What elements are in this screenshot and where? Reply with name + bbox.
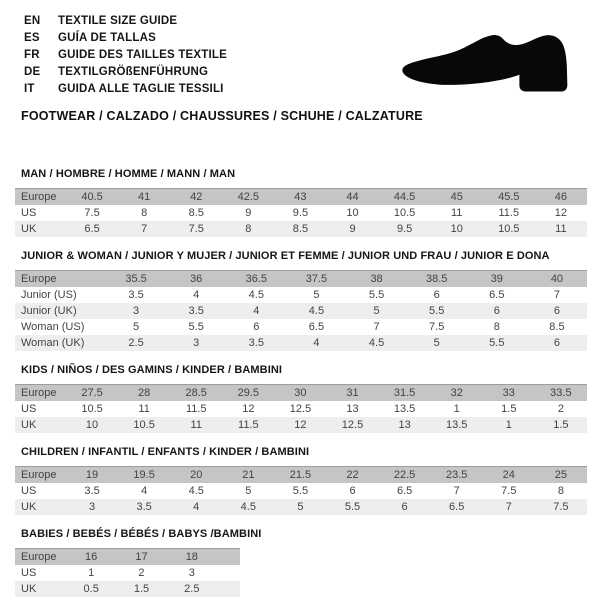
size-cell: 6 [553, 337, 560, 349]
size-table [15, 528, 587, 597]
size-cell: 29.5 [237, 387, 260, 399]
size-cell: 23.5 [445, 469, 468, 481]
table-row [15, 319, 587, 335]
size-cell: 7.5 [429, 321, 445, 333]
dress-shoe-icon [400, 33, 572, 94]
size-cell: 27.5 [81, 387, 103, 399]
size-cell: 8 [557, 485, 564, 497]
size-cell: 28 [138, 387, 151, 399]
size-cell: 18 [185, 551, 198, 563]
size-cell: 3.5 [136, 501, 152, 513]
language-label: GUIDA ALLE TAGLIE TESSILI [58, 83, 224, 95]
header-row [15, 548, 240, 565]
size-cell: 36 [190, 273, 203, 285]
size-cell: 44.5 [393, 191, 416, 203]
size-cell: 4 [141, 485, 148, 497]
size-cell: 7 [141, 223, 148, 235]
language-label: GUIDE DES TAILLES TEXTILE [58, 49, 227, 61]
size-cell: 4.5 [308, 305, 325, 317]
size-cell: 41 [138, 191, 151, 203]
size-cell: 3 [193, 337, 200, 349]
row-label: Junior (UK) [21, 305, 77, 317]
row-label: UK [21, 419, 37, 431]
size-cell: 1 [88, 567, 95, 579]
size-tables [15, 168, 587, 610]
size-cell: 17 [135, 551, 148, 563]
size-cell: 7.5 [553, 501, 569, 513]
row-label: UK [21, 583, 37, 595]
size-cell: 8.5 [549, 321, 565, 333]
language-code: ES [24, 32, 40, 44]
size-cell: 8.5 [188, 207, 204, 219]
size-table [15, 446, 587, 515]
size-cell: 2 [557, 403, 564, 415]
size-cell: 4 [193, 501, 200, 513]
language-row [24, 81, 227, 98]
size-cell: 9 [349, 223, 356, 235]
size-cell: 20 [190, 469, 203, 481]
size-cell: 0.5 [83, 583, 99, 595]
size-cell: 10 [85, 419, 99, 431]
size-cell: 5 [373, 305, 380, 317]
size-cell: 45 [450, 191, 463, 203]
row-label: UK [21, 223, 37, 235]
size-cell: 7 [453, 485, 460, 497]
size-cell: 11.5 [498, 207, 520, 219]
size-cell: 5 [297, 501, 304, 513]
row-label: Europe [21, 273, 57, 285]
size-cell: 5 [245, 485, 252, 497]
size-cell: 13.5 [393, 403, 416, 415]
size-cell: 6 [493, 305, 500, 317]
language-code: FR [24, 49, 40, 61]
size-cell: 13 [398, 419, 411, 431]
size-cell: 12.5 [289, 403, 312, 415]
size-cell: 6.5 [84, 223, 100, 235]
size-cell: 5.5 [344, 501, 361, 513]
size-cell: 5 [133, 321, 140, 333]
size-cell: 11.5 [238, 419, 259, 431]
size-cell: 4 [193, 289, 200, 301]
size-cell: 9 [245, 207, 252, 219]
table-title: MAN / HOMBRE / HOMME / MANN / MAN [21, 168, 236, 180]
size-cell: 9.5 [292, 207, 309, 219]
size-cell: 19.5 [133, 469, 155, 481]
size-grid [15, 548, 240, 597]
language-row [24, 47, 227, 64]
size-cell: 38.5 [425, 273, 448, 285]
size-cell: 32 [450, 387, 463, 399]
size-cell: 3.5 [84, 485, 100, 497]
row-label: Woman (US) [21, 321, 85, 333]
size-cell: 13.5 [445, 419, 468, 431]
size-table [15, 364, 587, 433]
table-row [15, 483, 587, 499]
size-cell: 5 [313, 289, 320, 301]
language-row [24, 13, 227, 30]
size-cell: 5.5 [368, 289, 385, 301]
table-row [15, 581, 240, 597]
language-code: DE [24, 66, 41, 78]
table-title: JUNIOR & WOMAN / JUNIOR Y MUJER / JUNIOR ET FEMME / JUNIOR UND FRAU / JUNIOR E DONA [21, 250, 550, 262]
size-cell: 2.5 [128, 337, 144, 349]
size-cell: 7 [373, 321, 380, 333]
size-cell: 24 [502, 469, 515, 481]
row-label: Junior (US) [21, 289, 77, 301]
size-cell: 10.5 [133, 419, 155, 431]
size-cell: 10.5 [498, 223, 520, 235]
size-cell: 2.5 [184, 583, 200, 595]
row-label: US [21, 207, 37, 219]
size-cell: 9.5 [396, 223, 413, 235]
table-title: BABIES / BEBÉS / BÉBÉS / BABYS /BAMBINI [21, 528, 262, 540]
table-row [15, 417, 587, 433]
size-cell: 31 [346, 387, 359, 399]
category-title: FOOTWEAR / CALZADO / CHAUSSURES / SCHUHE / CALZATURE [21, 109, 423, 123]
size-cell: 5.5 [489, 337, 505, 349]
size-cell: 11 [190, 419, 202, 431]
table-title: CHILDREN / INFANTIL / ENFANTS / KINDER / BAMBINI [21, 446, 310, 458]
size-cell: 5 [433, 337, 440, 349]
size-cell: 10.5 [81, 403, 103, 415]
size-cell: 4 [313, 337, 320, 349]
size-cell: 8 [493, 321, 500, 333]
size-cell: 42.5 [237, 191, 260, 203]
size-cell: 3.5 [128, 289, 144, 301]
language-row [24, 30, 227, 47]
size-cell: 12 [294, 419, 307, 431]
size-cell: 4.5 [188, 485, 204, 497]
size-cell: 28.5 [185, 387, 207, 399]
table-row [15, 287, 587, 303]
size-cell: 12 [242, 403, 255, 415]
language-label: TEXTILE SIZE GUIDE [58, 15, 178, 27]
size-cell: 3 [133, 305, 140, 317]
size-grid [15, 466, 587, 515]
header-row [15, 270, 587, 287]
size-cell: 4.5 [240, 501, 256, 513]
table-row [15, 499, 587, 515]
row-label: Europe [21, 387, 57, 399]
language-row [24, 64, 227, 81]
size-cell: 4.5 [368, 337, 385, 349]
size-cell: 10 [346, 207, 359, 219]
row-label: Woman (UK) [21, 337, 85, 349]
size-cell: 6 [433, 289, 440, 301]
size-cell: 8 [245, 223, 252, 235]
language-code: IT [24, 83, 35, 95]
table-row [15, 335, 587, 351]
size-cell: 44 [346, 191, 359, 203]
size-cell: 11 [450, 207, 463, 219]
size-cell: 6.5 [308, 321, 325, 333]
language-label: GUÍA DE TALLAS [58, 32, 156, 44]
size-grid [15, 188, 587, 237]
row-label: US [21, 567, 37, 579]
size-cell: 31.5 [393, 387, 416, 399]
table-row [15, 565, 240, 581]
size-cell: 12.5 [341, 419, 364, 431]
size-cell: 1.5 [553, 419, 569, 431]
size-cell: 8.5 [292, 223, 309, 235]
size-cell: 25 [554, 469, 568, 481]
size-cell: 40.5 [81, 191, 103, 203]
size-table [15, 250, 587, 351]
size-cell: 7 [553, 289, 560, 301]
size-cell: 2 [138, 567, 145, 579]
size-cell: 36.5 [245, 273, 268, 285]
size-cell: 1 [453, 403, 460, 415]
size-cell: 8 [141, 207, 148, 219]
size-cell: 39 [490, 273, 503, 285]
size-cell: 40 [550, 273, 564, 285]
size-cell: 5.5 [292, 485, 309, 497]
size-cell: 42 [190, 191, 203, 203]
size-cell: 6 [553, 305, 560, 317]
size-cell: 3 [88, 501, 96, 513]
size-cell: 35.5 [125, 273, 147, 285]
size-cell: 33.5 [550, 387, 572, 399]
size-cell: 38 [370, 273, 383, 285]
size-cell: 37.5 [305, 273, 328, 285]
size-cell: 19 [85, 469, 99, 481]
size-cell: 43 [294, 191, 307, 203]
size-cell: 10 [450, 223, 463, 235]
size-cell: 6 [349, 485, 356, 497]
table-row [15, 221, 587, 237]
row-label: Europe [21, 469, 57, 481]
row-label: Europe [21, 551, 57, 563]
size-cell: 7.5 [501, 485, 517, 497]
size-cell: 7.5 [84, 207, 100, 219]
size-cell: 6.5 [449, 501, 465, 513]
size-cell: 5.5 [188, 321, 204, 333]
size-cell: 11 [555, 223, 567, 235]
size-cell: 3 [188, 567, 195, 579]
size-grid [15, 270, 587, 351]
language-code: EN [24, 15, 41, 27]
size-cell: 22.5 [393, 469, 416, 481]
size-cell: 30 [294, 387, 307, 399]
size-cell: 10.5 [393, 207, 416, 219]
size-cell: 22 [346, 469, 359, 481]
table-row [15, 303, 587, 319]
size-cell: 46 [554, 191, 568, 203]
table-row [15, 401, 587, 417]
size-cell: 21 [242, 469, 255, 481]
row-label: UK [21, 501, 37, 513]
size-cell: 3.5 [248, 337, 264, 349]
size-cell: 5.5 [429, 305, 445, 317]
size-cell: 11 [138, 403, 150, 415]
size-cell: 6.5 [489, 289, 505, 301]
size-cell: 33 [502, 387, 515, 399]
size-cell: 7 [505, 501, 512, 513]
size-cell: 6 [253, 321, 260, 333]
size-table [15, 168, 587, 237]
header-row [15, 466, 587, 483]
row-label: US [21, 485, 37, 497]
row-label: US [21, 403, 37, 415]
language-label: TEXTILGRÖßENFÜHRUNG [58, 66, 209, 78]
size-cell: 11.5 [185, 403, 207, 415]
size-cell: 45.5 [498, 191, 520, 203]
size-cell: 1.5 [501, 403, 517, 415]
size-cell: 6.5 [396, 485, 413, 497]
size-cell: 7.5 [188, 223, 204, 235]
row-label: Europe [21, 191, 57, 203]
size-cell: 12 [554, 207, 568, 219]
table-title: KIDS / NIÑOS / DES GAMINS / KINDER / BAMBINI [21, 364, 283, 376]
header-row [15, 384, 587, 401]
header-row [15, 188, 587, 205]
size-cell: 4.5 [248, 289, 264, 301]
table-row [15, 205, 587, 221]
size-cell: 13 [346, 403, 359, 415]
size-cell: 4 [253, 305, 260, 317]
size-cell: 1 [505, 419, 512, 431]
language-list [24, 13, 227, 98]
size-grid [15, 384, 587, 433]
size-cell: 16 [85, 551, 98, 563]
size-cell: 6 [401, 501, 408, 513]
size-cell: 3.5 [188, 305, 204, 317]
size-cell: 1.5 [133, 583, 150, 595]
size-cell: 21.5 [289, 469, 312, 481]
